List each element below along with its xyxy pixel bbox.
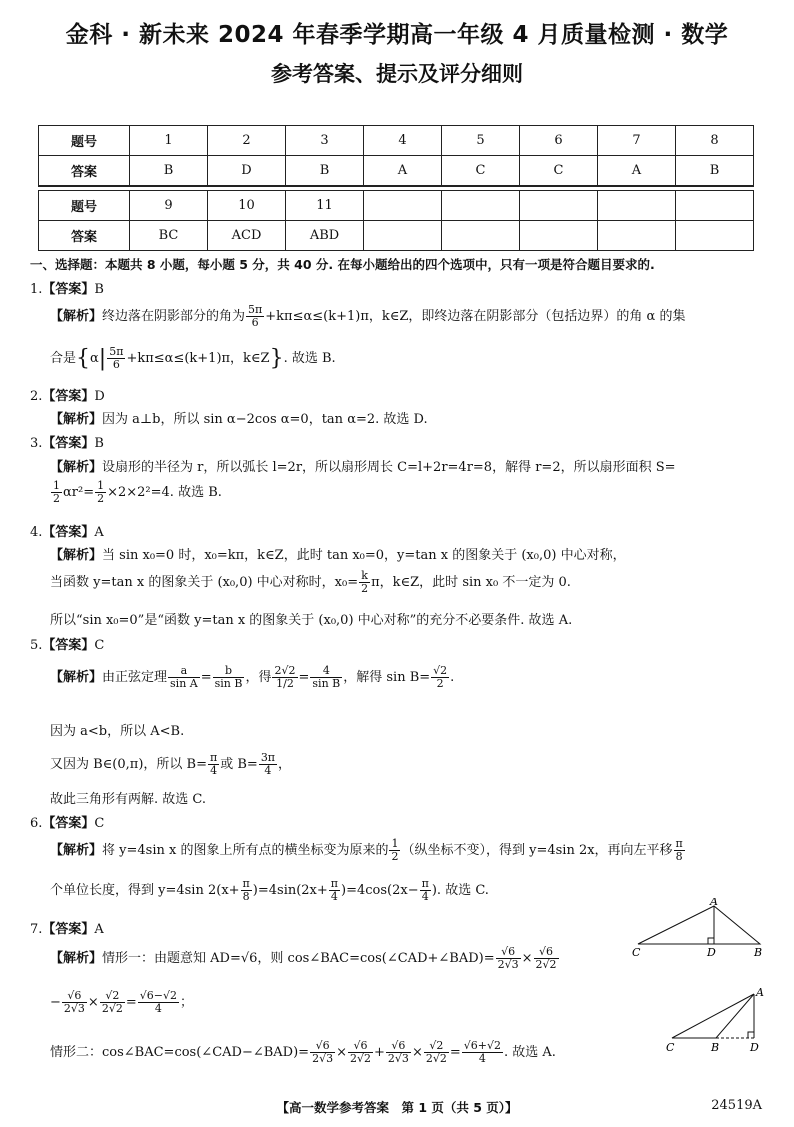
text: = [200,670,212,685]
q4-analysis-line-3 [50,609,572,628]
answer-label: 【答案】 [42,816,95,831]
numerator: √6+√2 [463,1039,501,1052]
numerator: √6 [534,946,559,959]
q2-answer-line [30,385,105,404]
text: 或 B= [220,757,258,772]
q3-answer-line [30,432,104,451]
fraction [107,346,125,371]
answer-table [38,125,754,251]
denominator: 8 [242,890,250,903]
text: × [336,1045,347,1060]
q2-analysis-line [50,408,428,427]
fraction [213,665,245,690]
answer-value: D [94,389,105,404]
table-cell [598,221,676,251]
fraction [208,752,219,777]
label-b: B [754,946,763,959]
label-d: D [750,1041,759,1054]
fraction [674,838,685,863]
text: = [449,1045,461,1060]
numerator: b [213,665,245,678]
label-d: D [707,946,716,959]
denominator: 2 [361,582,369,595]
label-c: C [632,946,641,959]
fraction [431,665,449,690]
numerator: π [675,837,683,850]
table-cell [676,221,754,251]
row-label: 答案 [39,221,130,251]
table-cell: 9 [130,191,208,221]
table-row [39,221,754,251]
text: − [50,995,61,1010]
text: π，k∈Z，此时 sin x₀ 不一定为 0. [371,575,571,590]
analysis-label: 【解析】 [50,951,103,966]
numerator: π [209,751,218,764]
answer-value: B [94,282,104,297]
denominator: 2√3 [497,958,519,971]
table-cell: 3 [286,126,364,156]
answer-label: 【答案】 [42,436,95,451]
table-cell: B [676,156,754,187]
table-cell: ACD [208,221,286,251]
brace-close: } [269,346,284,371]
denominator: 6 [251,316,259,329]
right-angle-mark [748,1032,754,1038]
table-cell [364,191,442,221]
analysis-label: 【解析】 [50,460,103,475]
page-title: 金科 · 新未来 2024 年春季学期高一年级 4 月质量检测 · 数学 [65,22,729,48]
answer-label: 【答案】 [42,282,95,297]
text: ，解得 sin B= [343,670,431,685]
text: . 故选 A. [504,1045,556,1060]
denominator: 2 [97,492,105,505]
text: （纵坐标不变），得到 y=4sin 2x，再向左平移 [401,843,673,858]
fraction [272,665,297,690]
fraction [168,665,200,690]
right-angle-mark [708,938,714,944]
q1-analysis-line-2 [50,346,336,371]
table-cell: C [442,156,520,187]
fraction [348,1040,373,1065]
page-subtitle: 参考答案、提示及评分细则 [271,62,523,86]
table-cell: A [364,156,442,187]
q6-analysis-line-1 [50,838,686,863]
answer-value: C [94,638,105,653]
text: 故此三角形有两解. 故选 C. [50,792,207,807]
table-cell [676,191,754,221]
fraction [386,1040,411,1065]
analysis-label: 【解析】 [50,309,103,324]
text: +kπ≤α≤(k+1)π，k∈Z，即终边落在阴影部分（包括边界）的角 α 的集 [265,309,686,324]
text: ； [179,995,193,1010]
fraction [246,304,264,329]
numerator: 1 [97,479,105,492]
table-cell: B [286,156,364,187]
denominator: 2 [436,677,444,690]
question-number: 6. [30,816,43,831]
denominator: sin B [312,677,341,690]
table-cell: 4 [364,126,442,156]
q7-analysis-line-1 [50,946,560,971]
q5-analysis-line-2 [50,720,184,739]
q3-analysis-line-2 [50,480,222,505]
numerator: 5π [109,345,124,358]
text: = [125,995,137,1010]
table-cell [520,221,598,251]
fraction [51,480,62,505]
q5-analysis-line-4 [50,788,206,807]
label-a: A [710,898,718,908]
text: +kπ≤α≤(k+1)π，k∈Z [126,351,270,366]
answer-value: A [94,922,104,937]
fraction [310,1040,335,1065]
denominator: 4 [154,1002,162,1015]
question-number: 1. [30,282,43,297]
text: × [87,995,99,1010]
table-cell: 2 [208,126,286,156]
numerator: 1 [53,479,60,492]
table-cell: 10 [208,191,286,221]
q7-analysis-line-2 [50,990,193,1015]
text: 所以“sin x₀=0”是“函数 y=tan x 的图象关于 (x₀,0) 中心对称”的充分不必要条件. 故选 A. [50,613,573,628]
triangle-figure-2 [664,984,774,1056]
text: . [450,670,455,685]
answer-label: 【答案】 [42,638,95,653]
answer-label: 【答案】 [42,389,95,404]
page-footer: 【高一数学参考答案 第 1 页（共 5 页）】 [276,1100,518,1115]
q7-answer-line [30,918,104,937]
q5-analysis-line-1 [50,665,454,690]
q5-answer-line [30,634,104,653]
table-cell: 1 [130,126,208,156]
table-cell [598,191,676,221]
text: α [90,351,99,366]
document-code: 24519A [711,1098,762,1113]
q1-analysis-line-1 [50,304,685,329]
analysis-label: 【解析】 [50,412,103,427]
q5-analysis-line-3 [50,752,291,777]
numerator: 5π [248,303,263,316]
denominator: 4 [264,764,272,777]
label-b: B [711,1041,720,1054]
text: 终边落在阴影部分的角为 [102,309,246,324]
q4-analysis-line-2 [50,570,571,595]
text: 将 y=4sin x 的图象上所有点的横坐标变为原来的 [102,843,389,858]
denominator: 2√3 [63,1002,85,1015]
q6-answer-line [30,812,104,831]
question-number: 2. [30,389,43,404]
text: ×2×2²=4. 故选 B. [107,485,222,500]
numerator: √2 [424,1040,449,1053]
table-cell: A [598,156,676,187]
denominator: 2√3 [312,1052,334,1065]
denominator: 6 [112,358,120,371]
triangle-figure-1 [628,898,768,960]
analysis-label: 【解析】 [50,670,103,685]
denominator: 4 [330,890,338,903]
denominator: 2√2 [425,1052,447,1065]
answer-value: A [94,525,104,540]
answer-value: C [94,816,105,831]
triangle-abc [638,906,760,944]
numerator: π [421,877,429,890]
section-heading: 一、选择题：本题共 8 小题，每小题 5 分，共 40 分. 在每小题给出的四个选项中，只有一项是符合题目要求的. [30,257,655,272]
denominator: 2√3 [387,1052,409,1065]
text: 当 sin x₀=0 时，x₀=kπ，k∈Z，此时 tan x₀=0，y=tan x 的图象关于 (x₀,0) 中心对称， [102,548,626,563]
table-cell: ABD [286,221,364,251]
answer-label: 【答案】 [42,922,95,937]
denominator: 4 [210,764,218,777]
numerator: √6 [386,1040,411,1053]
q4-analysis-line-1 [50,544,626,563]
table-cell: 8 [676,126,754,156]
text: 因为 a<b，所以 A<B. [50,724,185,739]
text: αr²= [63,485,95,500]
numerator: 2√2 [274,664,296,677]
numerator: a [168,665,200,678]
table-cell [520,191,598,221]
text: )=4cos(2x− [341,883,419,898]
denominator: sin B [214,677,243,690]
table-cell [442,191,520,221]
text: 个单位长度，得到 y=4sin 2(x+ [50,883,240,898]
fraction [95,480,106,505]
numerator: π [242,877,250,890]
row-label: 题号 [39,191,130,221]
text: ， [278,757,292,772]
fraction [310,665,342,690]
numerator: √6 [496,946,521,959]
text: )=4sin(2x+ [252,883,328,898]
denominator: 2√2 [350,1052,372,1065]
fraction [100,990,125,1015]
text: . 故选 B. [283,351,336,366]
answer-value: B [94,436,104,451]
numerator: √6 [348,1040,373,1053]
fraction [424,1040,449,1065]
fraction [359,570,370,595]
bar: | [98,346,107,371]
fraction [462,1040,503,1065]
q3-analysis-line-1 [50,456,676,475]
denominator: 1/2 [276,677,294,690]
denominator: 2√2 [535,958,557,971]
fraction [420,878,431,903]
triangle-abc [672,994,754,1038]
fraction [259,752,277,777]
text: 情形二：cos∠BAC=cos(∠CAD−∠BAD)= [50,1045,310,1060]
fraction [389,838,400,863]
numerator: √6 [310,1040,335,1053]
fraction [138,990,179,1015]
text: 又因为 B∈(0,π)，所以 B= [50,757,207,772]
table-cell: 5 [442,126,520,156]
denominator: 4 [478,1052,486,1065]
q1-answer-line [30,278,104,297]
question-number: 7. [30,922,43,937]
table-cell: D [208,156,286,187]
label-c: C [666,1041,675,1054]
fraction [329,878,340,903]
denominator: 8 [675,850,683,863]
numerator: 1 [391,837,399,850]
denominator: sin A [170,677,198,690]
denominator: 4 [421,890,429,903]
fraction [496,946,521,971]
text: × [411,1045,423,1060]
question-number: 4. [30,525,43,540]
table-cell: 11 [286,191,364,221]
text: 合是 [50,351,77,366]
table-row [39,156,754,187]
text: 设扇形的半径为 r，所以弧长 l=2r，所以扇形周长 C=l+2r=4r=8，解得 r=2，所以扇形面积 S= [102,460,676,475]
analysis-label: 【解析】 [50,548,103,563]
brace-open: { [76,346,91,371]
q4-answer-line [30,521,104,540]
numerator: 3π [260,751,276,764]
analysis-label: 【解析】 [50,843,103,858]
table-cell [364,221,442,251]
fraction [534,946,559,971]
denominator: 2√2 [101,1002,123,1015]
text: 情形一：由题意知 AD=√6，则 cos∠BAC=cos(∠CAD+∠BAD)= [102,951,495,966]
numerator: k [359,570,370,583]
text: × [521,951,533,966]
answer-label: 【答案】 [42,525,95,540]
table-cell: BC [130,221,208,251]
fraction [62,990,87,1015]
row-label: 答案 [39,156,130,187]
table-cell: 6 [520,126,598,156]
numerator: √6−√2 [139,989,177,1002]
denominator: 2 [391,850,399,863]
numerator: 4 [310,665,342,678]
table-row [39,191,754,221]
numerator: π [330,877,339,890]
text: 当函数 y=tan x 的图象关于 (x₀,0) 中心对称时，x₀= [50,575,359,590]
text: 因为 a⊥b，所以 sin α−2cos α=0，tan α=2. 故选 D. [102,412,428,427]
numerator: √2 [100,990,125,1003]
text: + [374,1045,385,1060]
text: ). 故选 C. [431,883,489,898]
row-label: 题号 [39,126,130,156]
table-cell: 7 [598,126,676,156]
text: 由正弦定理 [102,670,168,685]
label-a: A [756,986,764,999]
table-row [39,126,754,156]
table-cell [442,221,520,251]
numerator: √6 [62,990,87,1003]
denominator: 2 [53,492,60,505]
fraction [241,878,252,903]
numerator: √2 [433,664,448,677]
text: ，得 [245,670,272,685]
question-number: 5. [30,638,43,653]
question-number: 3. [30,436,43,451]
q7-analysis-line-3 [50,1040,556,1065]
table-cell: B [130,156,208,187]
q6-analysis-line-2 [50,878,489,903]
table-cell: C [520,156,598,187]
text: = [298,670,310,685]
